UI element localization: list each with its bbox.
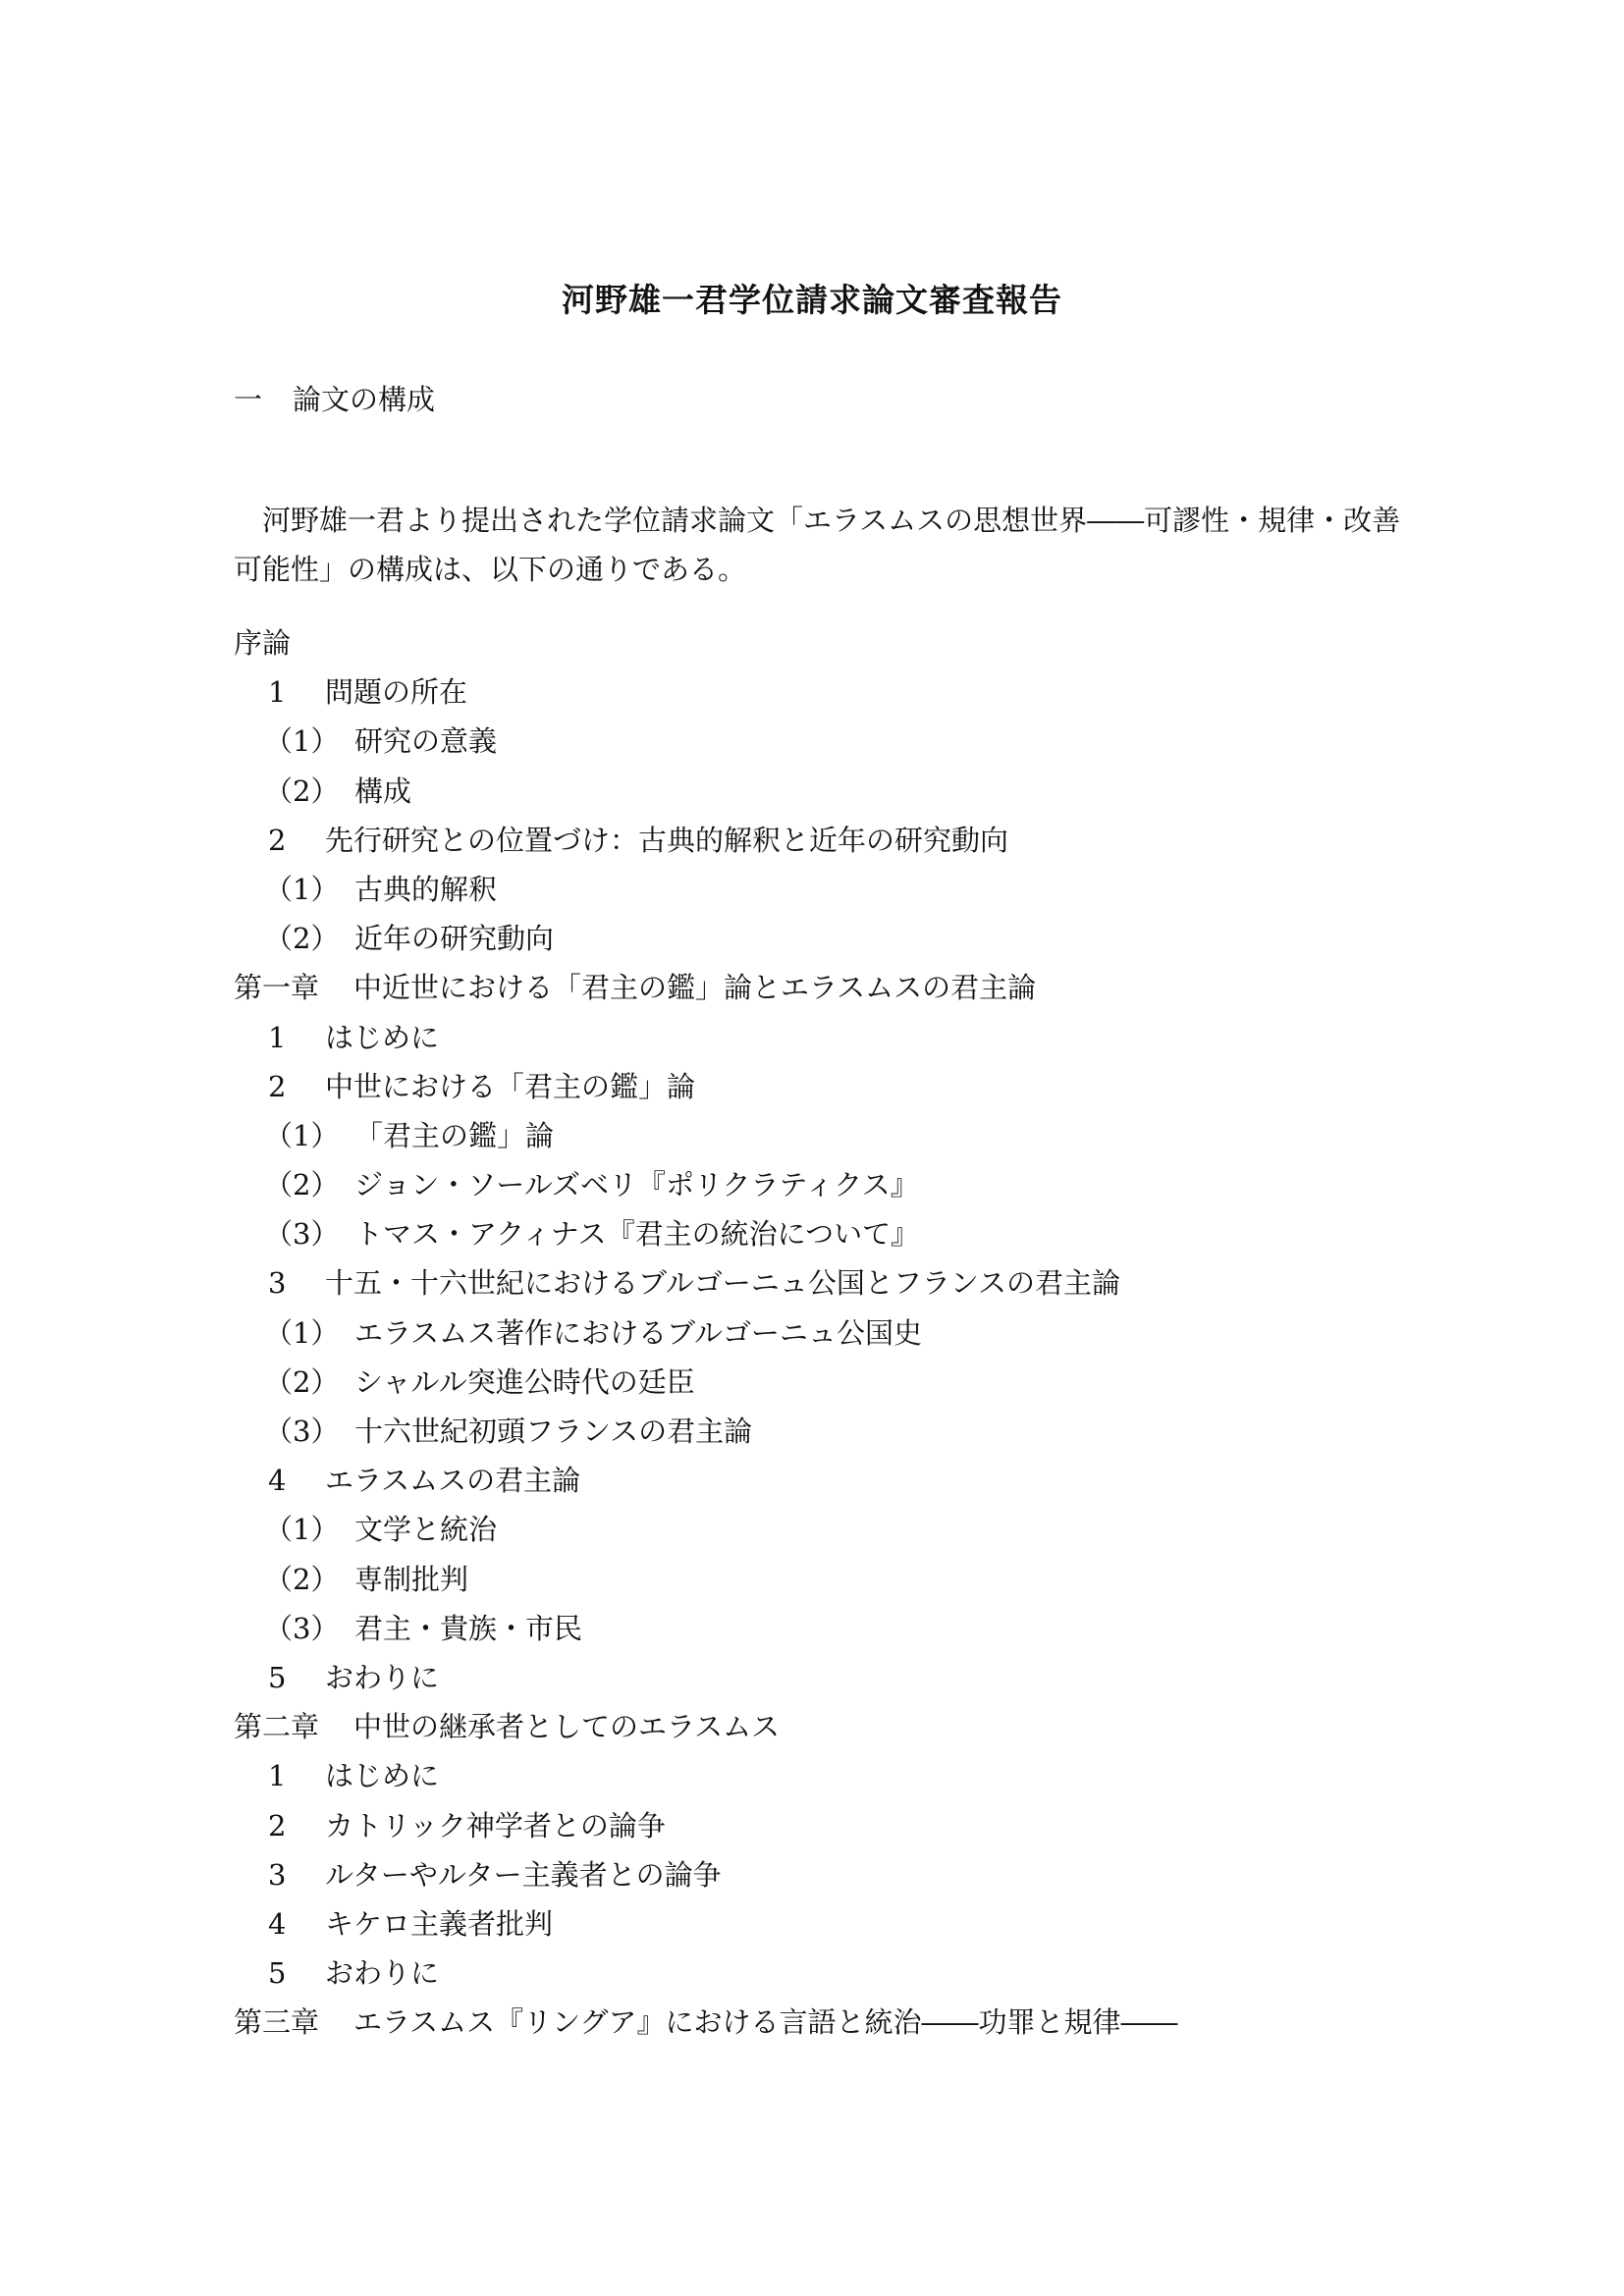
toc-item-label: 中世における「君主の鑑」論 — [325, 1069, 696, 1103]
toc-item-label: カトリック神学者との論争 — [325, 1808, 666, 1842]
section-label: 論文の構成 — [293, 383, 436, 416]
toc-item-label: はじめに — [325, 1759, 440, 1793]
toc-item-number: （2） — [264, 922, 340, 956]
toc-item-number: 3 — [268, 1857, 287, 1892]
toc-item-number: （1） — [264, 1315, 340, 1350]
toc-item-label: 中世の継承者としてのエラスムス — [353, 1710, 781, 1744]
toc-item-number: （3） — [264, 1611, 340, 1645]
toc-item-label: トマス・アクィナス『君主の統治について』 — [354, 1217, 920, 1252]
toc-item-number: 2 — [268, 1808, 287, 1842]
toc-item — [234, 914, 1412, 963]
toc-item-number: 4 — [268, 1906, 287, 1941]
toc-item — [234, 1456, 1412, 1505]
toc-item-number: 2 — [268, 823, 287, 857]
toc-item-label: 先行研究との位置づけ：古典的解釈と近年の研究動向 — [325, 823, 1009, 857]
toc-item-number: 第三章 — [234, 2005, 320, 2040]
toc-item — [234, 767, 1412, 816]
toc-item-number: 第一章 — [234, 971, 320, 1005]
toc-item-label: 序論 — [234, 626, 292, 660]
toc-item-number: 1 — [268, 1020, 287, 1054]
toc-item-label: 近年の研究動向 — [354, 922, 555, 956]
toc-item-label: エラスムス著作におけるブルゴーニュ公国史 — [354, 1315, 922, 1350]
toc-item — [234, 816, 1412, 865]
toc-item-number: （2） — [264, 1168, 340, 1202]
toc-item — [234, 1258, 1412, 1308]
toc-item-label: エラスムスの君主論 — [325, 1464, 581, 1498]
toc-item-label: シャルル突進公時代の廷臣 — [354, 1364, 695, 1399]
toc-item — [234, 1949, 1412, 1998]
toc-item — [234, 1013, 1412, 1062]
toc-item — [234, 1111, 1412, 1160]
page-title: 河野雄一君学位請求論文審査報告 — [562, 281, 1062, 319]
toc-item-label: 文学と統治 — [354, 1513, 498, 1547]
toc-item-label: ルターやルター主義者との論争 — [325, 1857, 722, 1892]
toc-item-label: ジョン・ソールズベリ『ポリクラティクス』 — [354, 1168, 919, 1202]
toc-item-label: 君主・貴族・市民 — [354, 1611, 583, 1645]
toc-item — [234, 1555, 1412, 1604]
toc-item-label: 中近世における「君主の鑑」論とエラスムスの君主論 — [353, 971, 1037, 1005]
intro-paragraph: 河野雄一君より提出された学位請求論文「エラスムスの思想世界――可謬性・規律・改善可能性」の構成は、以下の通りである。 — [234, 504, 1401, 586]
toc-item — [234, 717, 1412, 766]
toc-item — [234, 1702, 1412, 1751]
toc-item-number: （3） — [264, 1217, 340, 1252]
toc-item-label: 構成 — [354, 774, 412, 808]
toc-item — [234, 1850, 1412, 1899]
toc-item-label: 専制批判 — [354, 1562, 469, 1596]
toc-item-number: （2） — [264, 1562, 340, 1596]
toc-item-number: （3） — [264, 1415, 340, 1448]
toc-item-number: （2） — [264, 774, 340, 808]
toc-item-label: おわりに — [325, 1660, 440, 1694]
toc-item-label: キケロ主義者批判 — [325, 1906, 554, 1941]
toc-item — [234, 1998, 1412, 2047]
toc-item-label: エラスムス『リングア』における言語と統治――功罪と規律―― — [353, 2005, 1178, 2040]
toc-item — [234, 1062, 1412, 1111]
toc-item — [234, 963, 1412, 1012]
toc-item — [234, 1308, 1412, 1358]
toc-item-number: （1） — [264, 1513, 340, 1547]
toc-item — [234, 1801, 1412, 1850]
section-number: 一 — [234, 383, 263, 416]
toc-item-number: 1 — [268, 675, 287, 710]
toc-item-label: 十五・十六世紀におけるブルゴーニュ公国とフランスの君主論 — [325, 1266, 1120, 1301]
toc-item-number: 5 — [268, 1956, 287, 1991]
toc-item-label: 研究の意義 — [354, 724, 498, 759]
toc-item — [234, 1358, 1412, 1407]
toc-item-label: 「君主の鑑」論 — [354, 1118, 555, 1152]
toc-item — [234, 1751, 1412, 1800]
toc-item — [234, 1209, 1412, 1258]
toc-item-number: 3 — [268, 1266, 287, 1301]
toc-item-number: 1 — [268, 1759, 287, 1793]
toc-item — [234, 1899, 1412, 1949]
toc-item-number: （1） — [264, 1118, 340, 1152]
toc-item — [234, 1653, 1412, 1702]
toc-item — [234, 1604, 1412, 1653]
section-heading — [234, 378, 435, 418]
toc-item-label: 古典的解釈 — [354, 872, 498, 906]
toc-item — [234, 1407, 1412, 1456]
toc-item-number: （1） — [264, 724, 340, 759]
toc-item-number: 2 — [268, 1069, 287, 1103]
toc-item — [234, 667, 1412, 717]
toc-item-label: 問題の所在 — [325, 675, 468, 710]
toc-item-number: （1） — [264, 872, 340, 906]
toc-item-number: 第二章 — [234, 1710, 320, 1744]
toc-item-number: 4 — [268, 1464, 287, 1498]
toc-item-number: （2） — [264, 1364, 340, 1399]
toc-item-label: おわりに — [325, 1956, 440, 1991]
toc-item — [234, 1505, 1412, 1554]
toc-item — [234, 865, 1412, 914]
toc-item-label: はじめに — [325, 1020, 440, 1054]
toc-item — [234, 1160, 1412, 1209]
toc-item-label: 十六世紀初頭フランスの君主論 — [354, 1415, 753, 1448]
toc-item-number: 5 — [268, 1660, 287, 1694]
toc-item — [234, 618, 1412, 667]
table-of-contents — [234, 618, 1412, 2047]
